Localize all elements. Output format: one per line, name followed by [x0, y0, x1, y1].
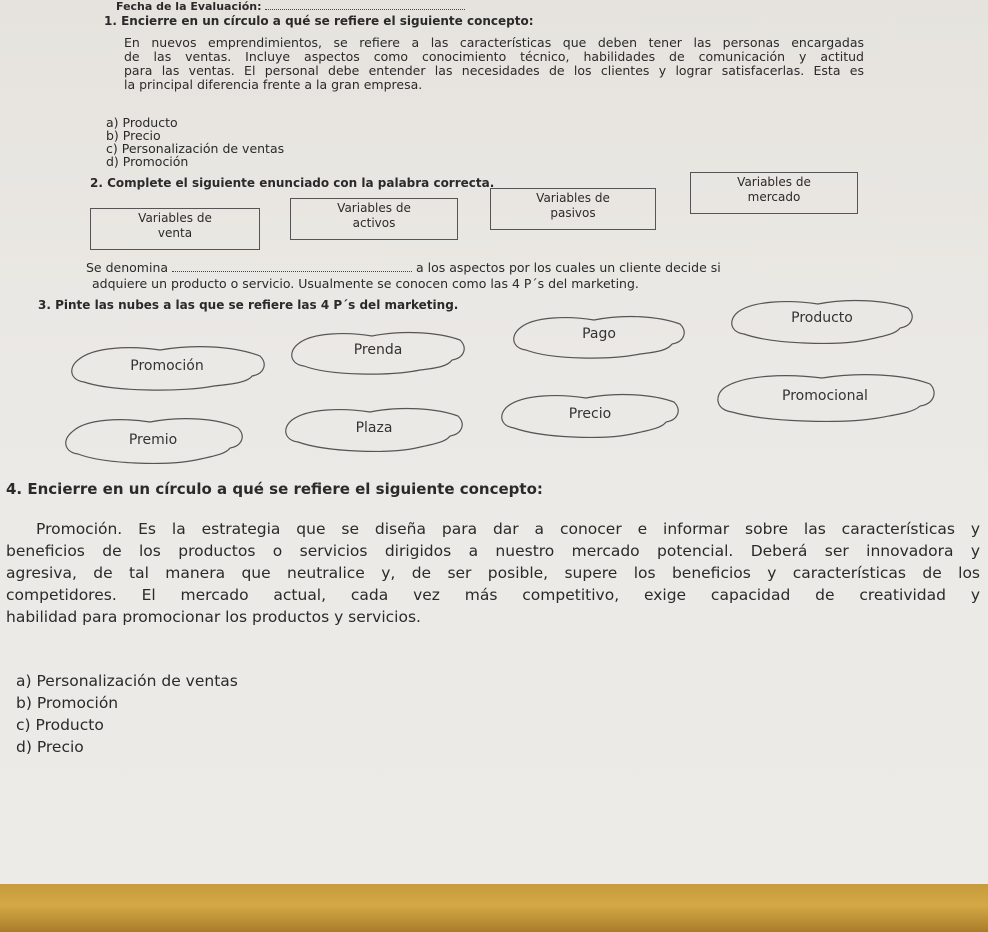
q4-paragraph [6, 518, 980, 628]
word-box-line: venta [157, 226, 193, 240]
q1-line: En nuevos emprendimientos, se refiere a las características que deben tener las personas encargadas [124, 35, 864, 50]
word-box-line: activos [352, 216, 396, 230]
cloud-label: Promocional [782, 388, 868, 404]
q2-sentence [86, 260, 908, 275]
q2-answer-blank[interactable] [172, 271, 412, 272]
q3-title: 3. Pinte las nubes a las que se refiere las 4 P´s del marketing. [38, 298, 459, 312]
q4-option-a[interactable]: a) Personalización de ventas [16, 672, 238, 690]
q4-line: competidores. El mercado actual, cada vez más competitivo, exige capacidad de creatividad y [6, 586, 980, 604]
cloud-producto[interactable] [726, 296, 918, 348]
cloud-promocion[interactable] [64, 342, 270, 394]
cloud-label: Premio [128, 432, 178, 448]
word-box-line: mercado [747, 190, 801, 204]
q1-line: de las ventas. Incluye aspectos como conocimiento técnico, habilidades de comunicación y actitud [124, 49, 864, 64]
word-box-line: pasivos [550, 206, 596, 220]
q4-option-d[interactable]: d) Precio [16, 738, 84, 756]
word-box-line: Variables de [337, 201, 411, 215]
q2-sentence-line2: adquiere un producto o servicio. Usualmente se conocen como las 4 P´s del marketing. [92, 276, 639, 291]
word-box-line: Variables de [138, 211, 212, 225]
cloud-promocional[interactable] [710, 370, 940, 426]
cloud-label: Producto [791, 310, 853, 326]
cloud-prenda[interactable] [286, 328, 470, 378]
q4-title: 4. Encierre en un círculo a qué se refiere el siguiente concepto: [6, 480, 543, 498]
q1-option-d[interactable]: d) Promoción [106, 154, 189, 169]
q1-title: 1. Encierre en un círculo a qué se refiere el siguiente concepto: [104, 14, 534, 28]
cloud-plaza[interactable] [280, 404, 468, 456]
cloud-label: Precio [568, 406, 612, 422]
q1-paragraph [124, 36, 864, 92]
word-box-variables-mercado[interactable] [690, 172, 858, 214]
q4-line: Promoción. Es la estrategia que se diseña para dar a conocer e informar sobre las características y [36, 520, 980, 538]
word-box-variables-venta[interactable] [90, 208, 260, 250]
q1-option-c[interactable]: c) Personalización de ventas [106, 141, 285, 156]
cloud-label: Plaza [355, 420, 393, 436]
cloud-pago[interactable] [508, 312, 690, 362]
q1-options [106, 116, 284, 168]
cloud-premio[interactable] [58, 414, 248, 468]
cloud-label: Pago [582, 326, 616, 342]
q4-line: beneficios de los productos o servicios dirigidos a nuestro mercado potencial. Deberá ser innovadora y [6, 542, 980, 560]
q1-option-b[interactable]: b) Precio [106, 128, 161, 143]
date-label: Fecha de la Evaluación: [116, 0, 465, 13]
word-box-line: Variables de [536, 191, 610, 205]
q4-line: habilidad para promocionar los productos y servicios. [6, 608, 421, 626]
q1-line: para las ventas. El personal debe entender las necesidades de los clientes y lograr satisfacerlas. Esta es [124, 63, 864, 78]
q4-line: agresiva, de tal manera que neutralice y, de ser posible, supere los beneficios y características de los [6, 564, 980, 582]
cloud-label: Prenda [353, 342, 403, 358]
word-box-line: Variables de [737, 175, 811, 189]
q4-option-c[interactable]: c) Producto [16, 716, 104, 734]
q2-title: 2. Complete el siguiente enunciado con la palabra correcta. [90, 176, 495, 190]
word-box-variables-pasivos[interactable] [490, 188, 656, 230]
cloud-precio[interactable] [496, 390, 684, 442]
cloud-label: Promoción [130, 358, 204, 374]
word-box-variables-activos[interactable] [290, 198, 458, 240]
desk-surface [0, 884, 988, 932]
q2-sentence-start: Se denomina [86, 260, 169, 275]
q2-sentence-end: a los aspectos por los cuales un cliente decide si [416, 260, 721, 275]
date-blank [265, 9, 465, 10]
q4-options [16, 670, 238, 758]
q4-option-b[interactable]: b) Promoción [16, 694, 119, 712]
q1-line: la principal diferencia frente a la gran empresa. [124, 77, 423, 92]
q1-option-a[interactable]: a) Producto [106, 115, 178, 130]
